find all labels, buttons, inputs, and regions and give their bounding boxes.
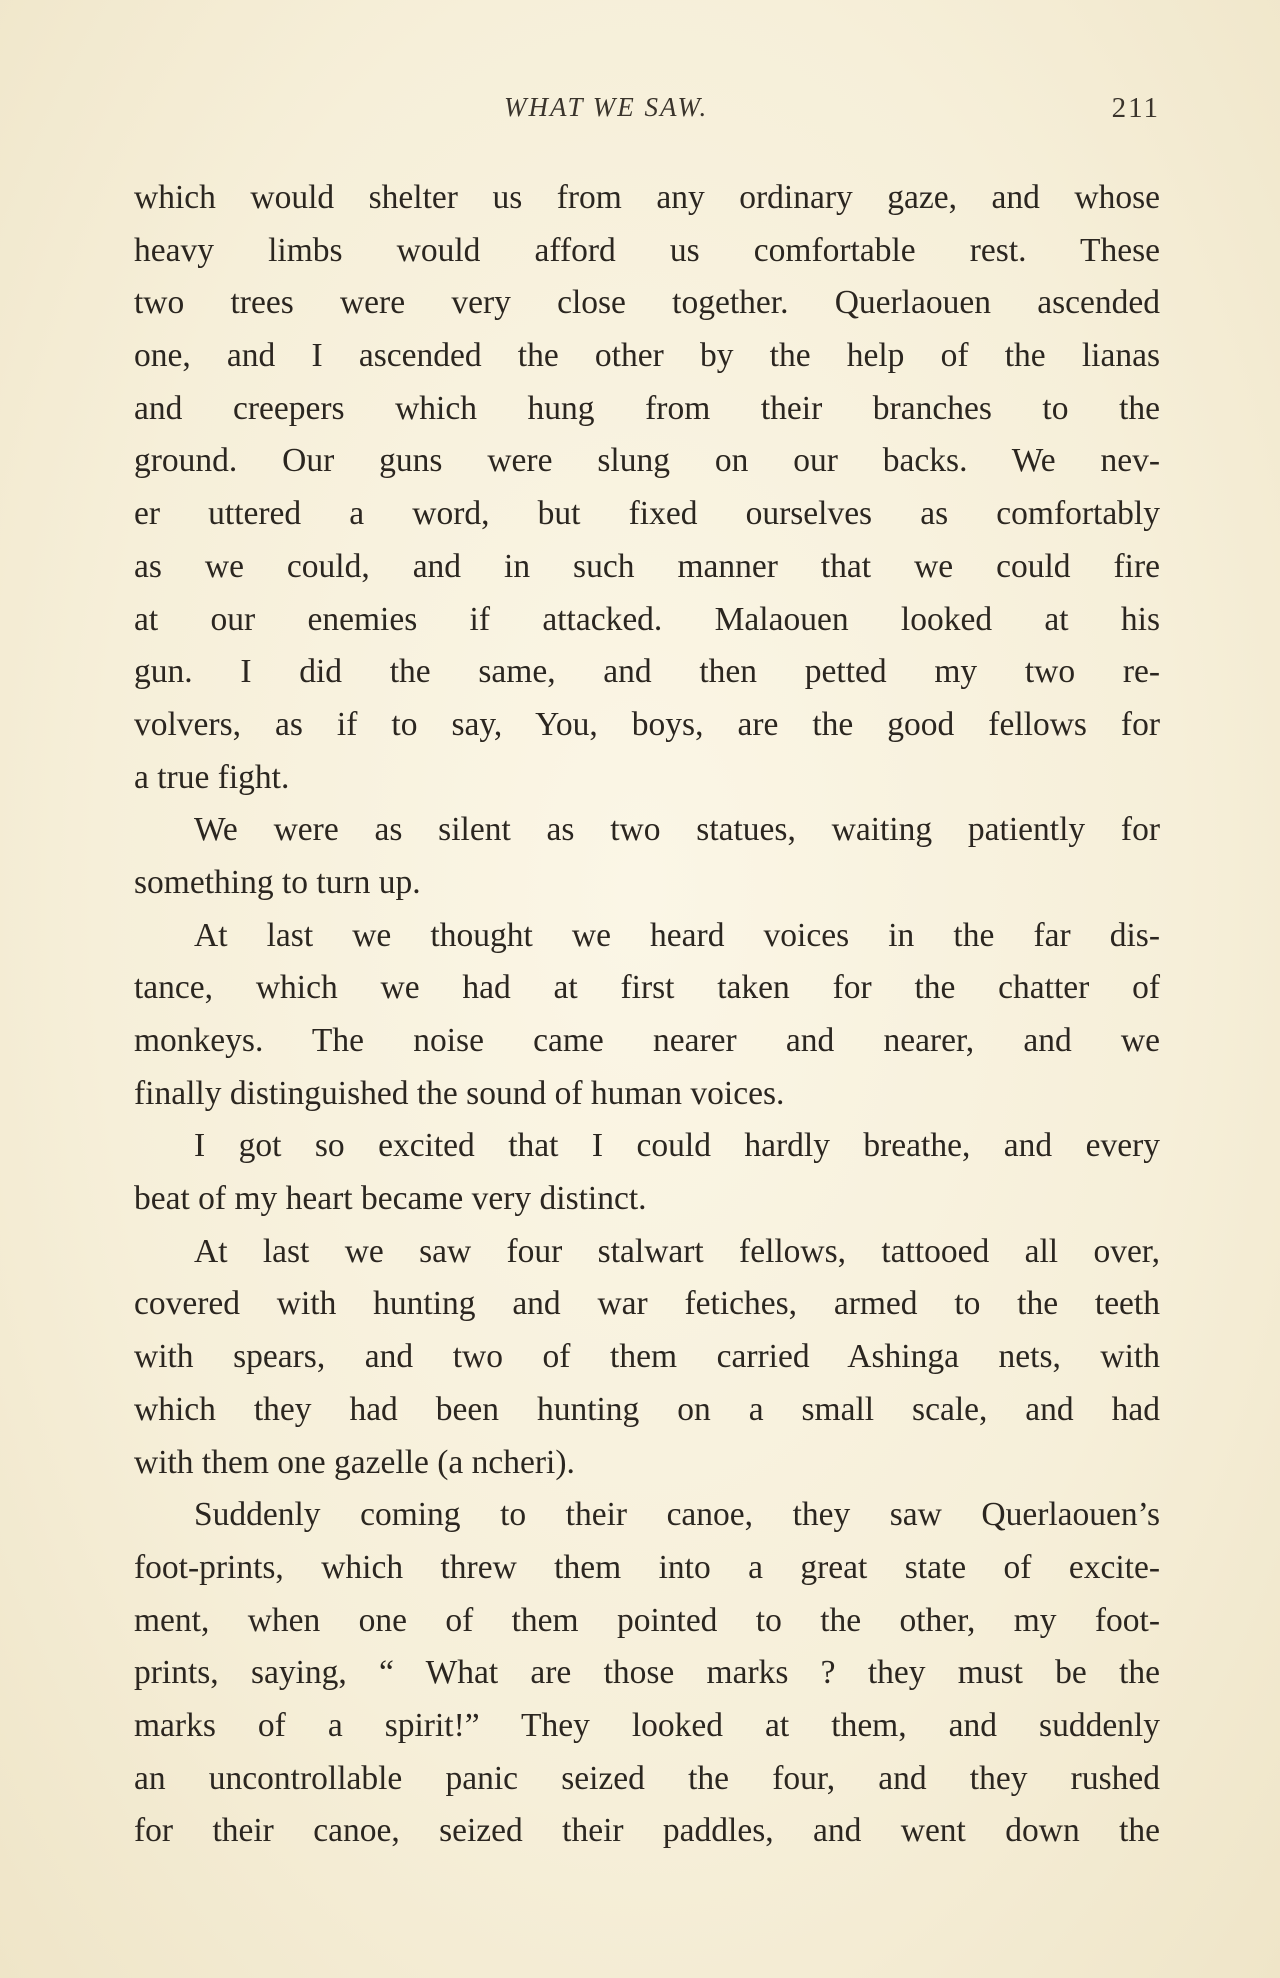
body-text bbox=[134, 172, 1160, 1858]
text-line: with spears, and two of them carried Ashinga nets, with bbox=[134, 1338, 1160, 1376]
text-line: at our enemies if attacked. Malaouen looked at his bbox=[134, 600, 1160, 638]
text-line: volvers, as if to say, You, boys, are the good fellows for bbox=[134, 705, 1160, 743]
text-line: monkeys. The noise came nearer and nearer, and we bbox=[134, 1022, 1160, 1059]
text-line: I got so excited that I could hardly breathe, and every bbox=[194, 1127, 1160, 1165]
text-line: and creepers which hung from their branches to the bbox=[134, 389, 1160, 427]
text-line: finally distinguished the sound of human voices. bbox=[134, 1074, 785, 1112]
text-line: two trees were very close together. Querlaouen ascended bbox=[134, 284, 1160, 322]
text-line: which would shelter us from any ordinary gaze, and whose bbox=[134, 179, 1160, 216]
text-line: At last we thought we heard voices in the far dis- bbox=[194, 916, 1160, 954]
text-line: We were as silent as two statues, waiting patiently for bbox=[194, 811, 1160, 849]
text-line: Suddenly coming to their canoe, they saw Querlaouen’s bbox=[194, 1496, 1160, 1534]
text-line: one, and I ascended the other by the help of the lianas bbox=[134, 337, 1160, 375]
text-line: beat of my heart became very distinct. bbox=[134, 1180, 647, 1218]
text-line: for their canoe, seized their paddles, and went down the bbox=[134, 1812, 1160, 1850]
text-line: a true fight. bbox=[134, 758, 290, 796]
text-line: an uncontrollable panic seized the four, and they rushed bbox=[134, 1759, 1160, 1797]
text-line: prints, saying, “ What are those marks ? they must be the bbox=[134, 1654, 1160, 1692]
text-line: heavy limbs would afford us comfortable rest. These bbox=[134, 231, 1160, 269]
text-line: with them one gazelle (a ncheri). bbox=[134, 1443, 575, 1481]
text-line: foot-prints, which threw them into a great state of excite- bbox=[134, 1548, 1160, 1586]
text-line: tance, which we had at first taken for the chatter of bbox=[134, 969, 1160, 1007]
text-line: ground. Our guns were slung on our backs. We nev- bbox=[134, 442, 1160, 480]
text-line: something to turn up. bbox=[134, 863, 421, 901]
page-header bbox=[134, 92, 1160, 132]
text-line: as we could, and in such manner that we could fire bbox=[134, 547, 1160, 585]
text-line: which they had been hunting on a small scale, and had bbox=[134, 1390, 1160, 1428]
text-line: covered with hunting and war fetiches, armed to the teeth bbox=[134, 1285, 1160, 1323]
text-line: marks of a spirit!” They looked at them, and suddenly bbox=[134, 1706, 1160, 1744]
page-number: 211 bbox=[1111, 92, 1160, 124]
running-head: WHAT WE SAW. bbox=[504, 92, 709, 122]
text-line: gun. I did the same, and then petted my two re- bbox=[134, 653, 1160, 691]
text-line: er uttered a word, but fixed ourselves as comfortably bbox=[134, 495, 1160, 533]
text-line: ment, when one of them pointed to the other, my foot- bbox=[134, 1601, 1160, 1639]
text-line: At last we saw four stalwart fellows, tattooed all over, bbox=[194, 1232, 1160, 1270]
